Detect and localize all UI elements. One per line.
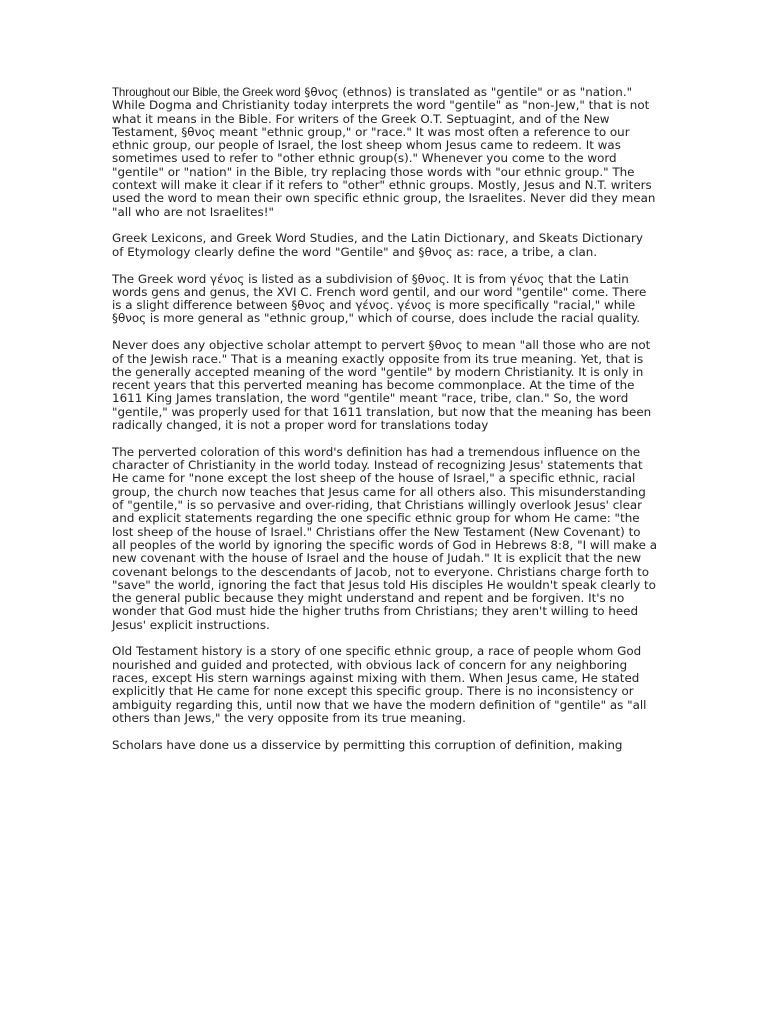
paragraph-coloration	[112, 446, 657, 632]
paragraph-genos	[112, 273, 657, 326]
paragraph-ethnos-intro	[112, 86, 657, 219]
paragraph-old-testament	[112, 645, 657, 725]
paragraph-text: Old Testament history is a story of one specific ethnic group, a race of people whom God nourished and guided and protected, with obvious lack of concern for any neighboring races, except His stern warnings against mixing with them. When Jesus came, He stated explicitly that He came for none except this specific group. There is no inconsistency or ambiguity regarding this, until now that we have the modern definition of "gentile" as "all others than Jews," the very opposite from its true meaning.	[112, 644, 647, 725]
paragraph-text: Never does any objective scholar attempt to pervert §θνος to mean "all those who are not of the Jewish race." That is a meaning exactly opposite from its true meaning. Yet, that is the generally accepted meaning of the word "gentile" by modern Christianity. It is only in recent years that this perverted meaning has become commonplace. At the time of the 1611 King James translation, the word "gentile" meant "race, tribe, clan." So, the word "gentile," was properly used for that 1611 translation, but now that the meaning has been radically changed, it is not a proper word for translations today	[112, 338, 652, 433]
paragraph-lexicons	[112, 232, 657, 259]
paragraph-scholar	[112, 339, 657, 432]
paragraph-text: §θνος (ethnos) is translated as "gentile" or as "nation." While Dogma and Christianity today interprets the word "gentile" as "non-Jew," that is not what it means in the Bible. For writers of the Greek O.T. Septuagint, and of the New Testament, §θνος meant "ethnic group," or "race." It was most often a reference to our ethnic group, our people of Israel, the lost sheep whom Jesus came to redeem. It was sometimes used to refer to "other ethnic group(s)." Whenever you come to the word "gentile" or "nation" in the Bible, try replacing those words with "our ethnic group." The context will make it clear if it refers to "other" ethnic groups. Mostly, Jesus and N.T. writers used the word to mean their own specific ethnic group, the Israelites. Never did they mean "all who are not Israelites!"	[112, 85, 656, 219]
paragraph-scholars	[112, 739, 657, 752]
paragraph-text: Greek Lexicons, and Greek Word Studies, and the Latin Dictionary, and Skeats Dictionary of Etymology clearly define the word "Gentile" and §θνος as: race, a tribe, a clan.	[112, 231, 643, 259]
document-page	[112, 86, 657, 766]
paragraph-text: Scholars have done us a disservice by permitting this corruption of definition, making	[112, 737, 623, 752]
paragraph-text: The Greek word γένος is listed as a subdivision of §θνος. It is from γένος that the Latin words gens and genus, the XVI C. French word gentil, and our word "gentile" come. There is a slight difference between §θνος and γένος. γένος is more specifically "racial," while §θνος is more general as "ethnic group," which of course, does include the racial quality.	[112, 271, 647, 326]
paragraph-text: The perverted coloration of this word's definition has had a tremendous influence on the character of Christianity in the world today. Instead of recognizing Jesus' statements that He came for "none except the lost sheep of the house of Israel," a specific ethnic, racial group, the church now teaches that Jesus came for all others also. This misunderstanding of "gentile," is so pervasive and over-riding, that Christians willingly overlook Jesus' clear and explicit statements regarding the one specific ethnic group for whom He came: "the lost sheep of the house of Israel." Christians offer the New Testament (New Covenant) to all peoples of the world by ignoring the specific words of God in Hebrews 8:8, "I will make a new covenant with the house of Israel and the house of Judah." It is explicit that the new covenant belongs to the descendants of Jacob, not to everyone. Christians charge forth to "save" the world, ignoring the fact that Jesus told His disciples He wouldn't speak clearly to the general public because they might understand and repent and be forgiven. It's no wonder that God must hide the higher truths from Christians; they aren't willing to heed Jesus' explicit instructions.	[112, 444, 657, 632]
paragraph-lead-text: Throughout our Bible, the Greek word	[112, 86, 301, 99]
